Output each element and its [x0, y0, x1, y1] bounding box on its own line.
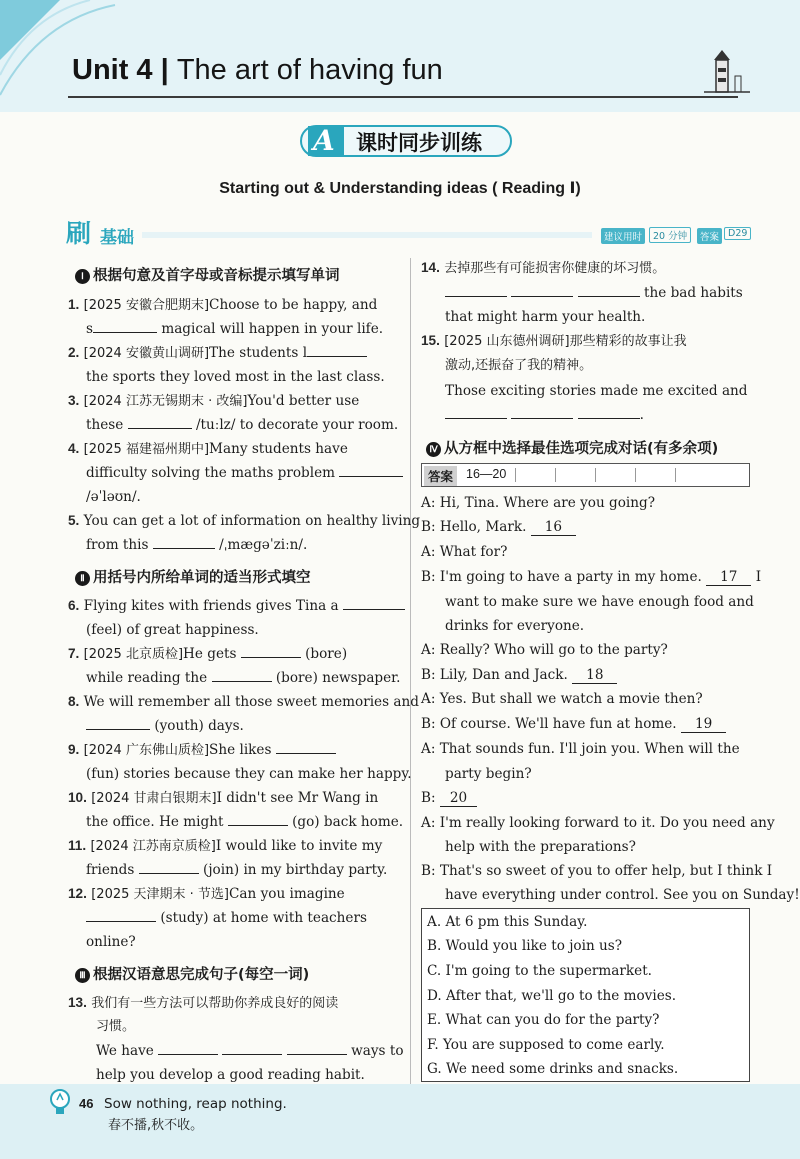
- title-separator: |: [160, 54, 169, 86]
- section-2-number: Ⅱ: [75, 571, 90, 586]
- unit-subtitle: The art of having fun: [176, 54, 443, 86]
- section-3-number: Ⅲ: [75, 968, 90, 983]
- banner-text: 课时同步训练: [356, 131, 482, 155]
- q3-blank[interactable]: [128, 416, 192, 429]
- q13-en-line2: help you develop a good reading habit.: [96, 1067, 365, 1083]
- q13-blank-3[interactable]: [287, 1042, 347, 1055]
- answer-cell-divider: [595, 468, 596, 482]
- q11-line1: 11. [2024 江苏南京质检]I would like to invite my: [68, 838, 383, 854]
- q13-en-line1: We have ways to: [96, 1043, 404, 1059]
- q5-blank[interactable]: [153, 536, 215, 549]
- q10-line1: 10. [2024 甘肃白银期末]I didn't see Mr Wang in: [68, 790, 379, 806]
- q8-blank[interactable]: [86, 717, 150, 730]
- q13-blank-1[interactable]: [158, 1042, 218, 1055]
- q15-blank-1[interactable]: [445, 406, 507, 419]
- q7-line2: while reading the (bore) newspaper.: [86, 670, 401, 686]
- q7-blank-2[interactable]: [212, 669, 272, 682]
- option-b: B. Would you like to join us?: [427, 938, 623, 954]
- q1-line1: 1. [2025 安徽合肥期末]Choose to be happy, and: [68, 297, 378, 313]
- dialogue-line: B: Hello, Mark. 16: [421, 518, 576, 536]
- q5-line2: from this /ˌmæɡəˈziːn/.: [86, 537, 308, 553]
- q12-line2: (study) at home with teachers: [86, 909, 367, 927]
- blank-17[interactable]: 17: [706, 569, 751, 586]
- q13-blank-2[interactable]: [222, 1042, 282, 1055]
- column-divider: [410, 258, 411, 1084]
- q6-line1: 6. Flying kites with friends gives Tina a: [68, 597, 405, 615]
- q14-blank-3[interactable]: [578, 284, 640, 297]
- dialogue-line: help with the preparations?: [445, 839, 636, 855]
- motto-chinese: 春不播,秋不收。: [108, 1118, 204, 1133]
- q7-blank-1[interactable]: [241, 645, 301, 658]
- dialogue-line: A: Yes. But shall we watch a movie then?: [421, 691, 703, 707]
- title-rule: [68, 96, 738, 98]
- option-g: G. We need some drinks and snacks.: [427, 1061, 679, 1077]
- q14-blank-1[interactable]: [445, 284, 507, 297]
- dialogue-line: A: What for?: [421, 544, 508, 560]
- q13-zh-line2: 习惯。: [96, 1019, 136, 1034]
- q2-line1: 2. [2024 安徽黄山调研]The students l: [68, 344, 367, 363]
- q3-line1: 3. [2024 江苏无锡期末 · 改编]You'd better use: [68, 393, 360, 409]
- q9-blank[interactable]: [276, 741, 336, 754]
- option-d: D. After that, we'll go to the movies.: [427, 988, 677, 1004]
- q8-line2: (youth) days.: [86, 717, 244, 735]
- section-3-heading: Ⅲ 根据汉语意思完成句子(每空一词): [75, 963, 309, 984]
- brush-glyph: 刷: [66, 219, 92, 248]
- q6-blank[interactable]: [343, 597, 405, 610]
- dialogue-line: B: That's so sweet of you to offer help, but I think I: [421, 863, 773, 879]
- q10-line2: the office. He might (go) back home.: [86, 814, 404, 830]
- answer-cell-divider: [635, 468, 636, 482]
- q15-en-line2: .: [445, 406, 644, 424]
- option-c: C. I'm going to the supermarket.: [427, 963, 652, 979]
- dialogue-line: have everything under control. See you on Sunday!: [445, 887, 800, 903]
- q4-blank[interactable]: [339, 464, 403, 477]
- basic-bar: [68, 222, 748, 246]
- q15-zh-line2: 激动,还振奋了我的精神。: [445, 358, 593, 373]
- q9-line1: 9. [2024 广东佛山质检]She likes: [68, 741, 336, 760]
- lesson-title: Starting out & Understanding ideas ( Reading Ⅰ): [219, 180, 581, 197]
- banner-letter: A: [313, 124, 335, 157]
- q12-blank[interactable]: [86, 909, 156, 922]
- dialogue-line: B: 20: [421, 789, 477, 807]
- answer-cell-divider: [675, 468, 676, 482]
- unit-label: Unit 4: [72, 54, 153, 86]
- answer-row-range: 16—20: [466, 467, 507, 481]
- dialogue-line: B: Lily, Dan and Jack. 18: [421, 666, 617, 684]
- blank-20[interactable]: 20: [440, 790, 477, 807]
- q3-line2: these /tuːlz/ to decorate your room.: [86, 417, 399, 433]
- q11-line2: friends (join) in my birthday party.: [86, 862, 388, 878]
- lightbulb-icon: [46, 1088, 74, 1118]
- dialogue-line: A: That sounds fun. I'll join you. When will the: [421, 741, 740, 757]
- q12-line3: online?: [86, 934, 136, 950]
- dialogue-line: party begin?: [445, 766, 532, 782]
- dialogue-line: A: Really? Who will go to the party?: [421, 642, 668, 658]
- blank-18[interactable]: 18: [572, 667, 617, 684]
- q13-zh-line1: 13. 我们有一些方法可以帮助你养成良好的阅读: [68, 995, 339, 1011]
- q5-line1: 5. You can get a lot of information on healthy living: [68, 513, 421, 529]
- section-2-heading: Ⅱ 用括号内所给单词的适当形式填空: [75, 566, 311, 587]
- q4-line1: 4. [2025 福建福州期中]Many students have: [68, 441, 348, 457]
- basic-label: 基础: [100, 228, 134, 248]
- option-f: F. You are supposed to come early.: [427, 1037, 665, 1053]
- q14-en-line1: the bad habits: [445, 284, 743, 302]
- q1-line2: s magical will happen in your life.: [86, 321, 384, 337]
- q12-line1: 12. [2025 天津期末 · 节选]Can you imagine: [68, 886, 345, 902]
- dialogue-line: A: Hi, Tina. Where are you going?: [421, 495, 656, 511]
- answer-cell-divider: [515, 468, 516, 482]
- q2-blank[interactable]: [307, 344, 367, 357]
- unit-title: [72, 54, 443, 87]
- option-a: A. At 6 pm this Sunday.: [427, 914, 588, 930]
- answer-page: D29: [724, 227, 751, 240]
- lighthouse-icon: [702, 46, 752, 96]
- dialogue-line: B: I'm going to have a party in my home. 17 I: [421, 569, 762, 585]
- time-tag: 建议用时: [601, 228, 645, 244]
- section-1-number: Ⅰ: [75, 269, 90, 284]
- q10-blank[interactable]: [228, 813, 288, 826]
- q14-en-line2: that might harm your health.: [445, 309, 646, 325]
- q8-line1: 8. We will remember all those sweet memories and: [68, 694, 419, 710]
- q6-line2: (feel) of great happiness.: [86, 622, 259, 638]
- q15-zh-line1: 15. [2025 山东德州调研]那些精彩的故事让我: [421, 333, 687, 349]
- dialogue-line: B: Of course. We'll have fun at home. 19: [421, 715, 726, 733]
- q14-blank-2[interactable]: [511, 284, 573, 297]
- answer-row-label: 答案: [424, 466, 457, 486]
- motto-english: Sow nothing, reap nothing.: [104, 1096, 287, 1112]
- q15-en-line1: Those exciting stories made me excited and: [445, 383, 748, 399]
- q14-zh: 14. 去掉那些有可能损害你健康的坏习惯。: [421, 260, 666, 276]
- q1-blank[interactable]: [93, 320, 157, 333]
- q2-line2: the sports they loved most in the last class.: [86, 369, 385, 385]
- q15-blank-3[interactable]: [578, 406, 640, 419]
- section-4-number: Ⅳ: [426, 442, 441, 457]
- q11-blank[interactable]: [139, 861, 199, 874]
- dialogue-line: A: I'm really looking forward to it. Do you need any: [421, 815, 775, 831]
- q4-line2: difficulty solving the maths problem: [86, 464, 403, 482]
- q9-line2: (fun) stories because they can make her happy.: [86, 766, 412, 782]
- dialogue-line: drinks for everyone.: [445, 618, 585, 634]
- answer-cell-divider: [555, 468, 556, 482]
- page-number: 46: [79, 1096, 94, 1111]
- dialogue-line: want to make sure we have enough food and: [445, 594, 754, 610]
- section-1-heading: Ⅰ 根据句意及首字母或音标提示填写单词: [75, 264, 340, 285]
- answer-tag: 答案: [697, 228, 722, 244]
- q4-line3: /əˈləʊn/.: [86, 489, 141, 505]
- blank-16[interactable]: 16: [531, 519, 576, 536]
- q7-line1: 7. [2025 北京质检]He gets (bore): [68, 646, 348, 662]
- q15-blank-2[interactable]: [511, 406, 573, 419]
- blank-19[interactable]: 19: [681, 716, 726, 733]
- time-value: 20 分钟: [649, 227, 691, 243]
- section-4-heading: Ⅳ 从方框中选择最佳选项完成对话(有多余项): [426, 437, 718, 458]
- option-e: E. What can you do for the party?: [427, 1012, 660, 1028]
